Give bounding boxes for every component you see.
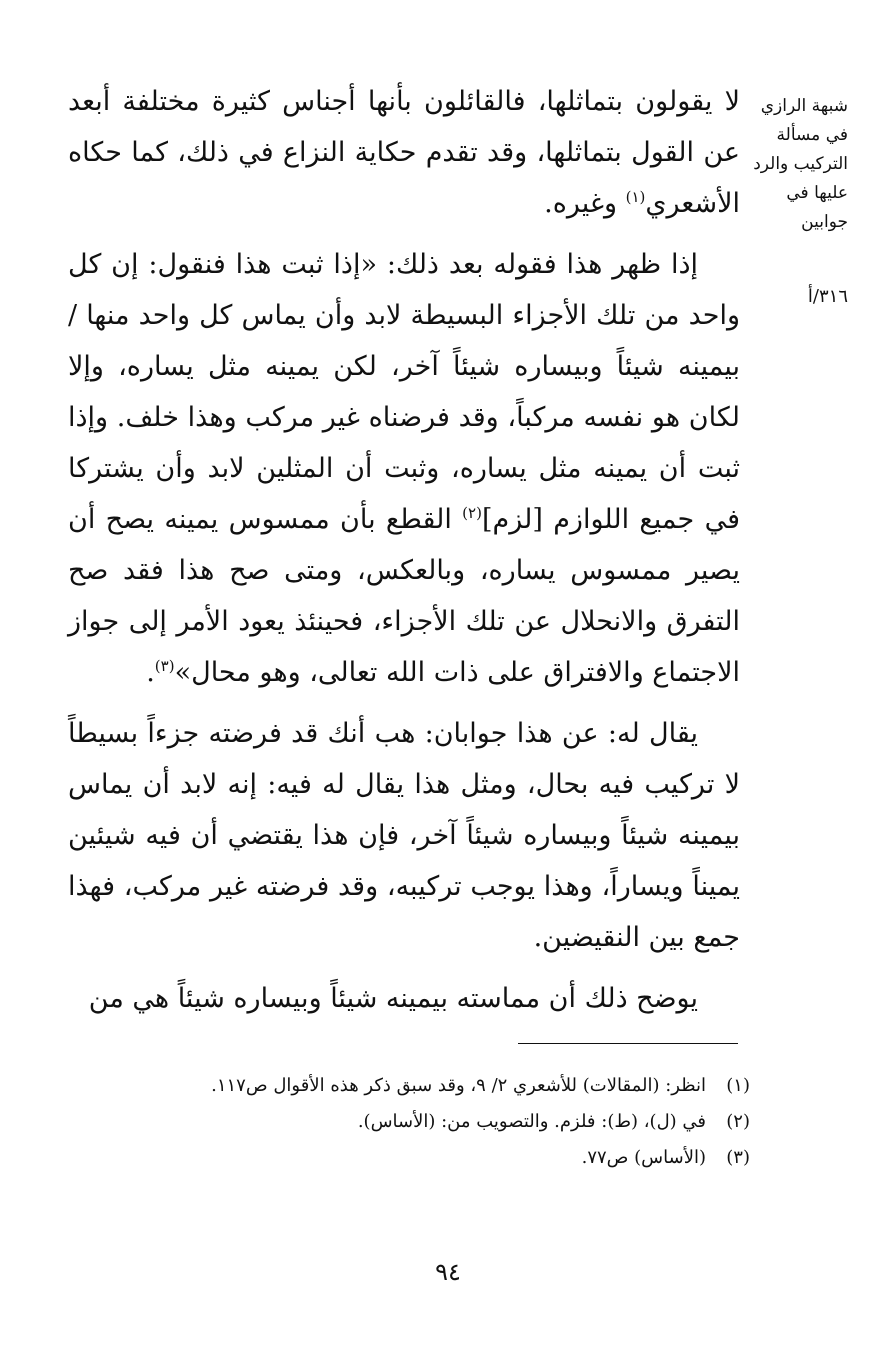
footnote-1 bbox=[110, 1068, 750, 1104]
footnote-text: انظر: (المقالات) للأشعري ٢/ ٩، وقد سبق ذكر هذه الأقوال ص١١٧. bbox=[211, 1075, 706, 1096]
margin-note: شبهة الرازي في مسألة التركيب والرد عليها في جوابين bbox=[753, 96, 848, 232]
paragraph-3 bbox=[68, 708, 740, 963]
paragraph-text: وغيره. bbox=[544, 188, 626, 219]
footnote-separator bbox=[518, 1043, 738, 1044]
page-number: ٩٤ bbox=[435, 1258, 461, 1286]
paragraph-text: إذا ظهر هذا فقوله بعد ذلك: «إذا ثبت هذا فنقول: إن كل واحد من تلك الأجزاء البسيطة لابد وأن يماس كل واحد منها / بيمينه شيئاً وبيساره شيئاً آخر، لكن يمينه مثل يساره، وإلا لكان هو نفسه مركباً، وقد فرضناه غير مركب وهذا خلف. وإذا ثبت أن يمينه مثل يساره، وثبت أن المثلين لابد وأن يشتركا في جميع اللوازم [لزم] bbox=[68, 249, 740, 535]
footnote-number: (٣) bbox=[726, 1147, 750, 1168]
paragraph-text: القطع بأن ممسوس يمينه يصح أن يصير ممسوس يساره، وبالعكس، ومتى صح هذا فقد صح التفرق والانحلال عن تلك الأجزاء، فحينئذ يعود الأمر إلى جواز الاجتماع والافتراق على ذات الله تعالى، وهو محال» bbox=[68, 504, 740, 688]
manuscript-folio-ref: ٣١٦/أ bbox=[807, 286, 848, 307]
footnote-marker-3: (٣) bbox=[154, 657, 175, 675]
footnote-text: (الأساس) ص٧٧. bbox=[581, 1147, 706, 1168]
footnote-2 bbox=[110, 1104, 750, 1140]
paragraph-text: يقال له: عن هذا جوابان: هب أنك قد فرضته جزءاً بسيطاً لا تركيب فيه بحال، ومثل هذا يقال له فيه: إنه لابد أن يماس بيمينه شيئاً وبيساره شيئاً آخر، فإن هذا يقتضي أن فيه شيئين يميناً ويساراً، وهذا يوجب تركيبه، وقد فرضته غير مركب، فهذا جمع بين النقيضين. bbox=[68, 718, 740, 953]
paragraph-2 bbox=[68, 239, 740, 698]
main-text bbox=[68, 76, 740, 1034]
paragraph-text: . bbox=[146, 657, 155, 688]
paragraph-text: يوضح ذلك أن مماسته بيمينه شيئاً وبيساره شيئاً هي من bbox=[88, 983, 698, 1014]
paragraph-4 bbox=[68, 973, 740, 1024]
footnote-3 bbox=[110, 1140, 750, 1176]
footnote-number: (١) bbox=[726, 1075, 750, 1096]
footnote-number: (٢) bbox=[726, 1111, 750, 1132]
footnote-text: في (ل)، (ط): فلزم. والتصويب من: (الأساس). bbox=[357, 1111, 706, 1132]
footnote-marker-1: (١) bbox=[625, 188, 646, 206]
paragraph-1 bbox=[68, 76, 740, 229]
paragraph-text: لا يقولون بتماثلها، فالقائلون بأنها أجناس كثيرة مختلفة أبعد عن القول بتماثلها، وقد تقدم حكاية النزاع في ذلك، كما حكاه الأشعري bbox=[68, 86, 740, 219]
footnote-marker-2: (٢) bbox=[462, 504, 482, 522]
footnotes bbox=[110, 1068, 750, 1176]
